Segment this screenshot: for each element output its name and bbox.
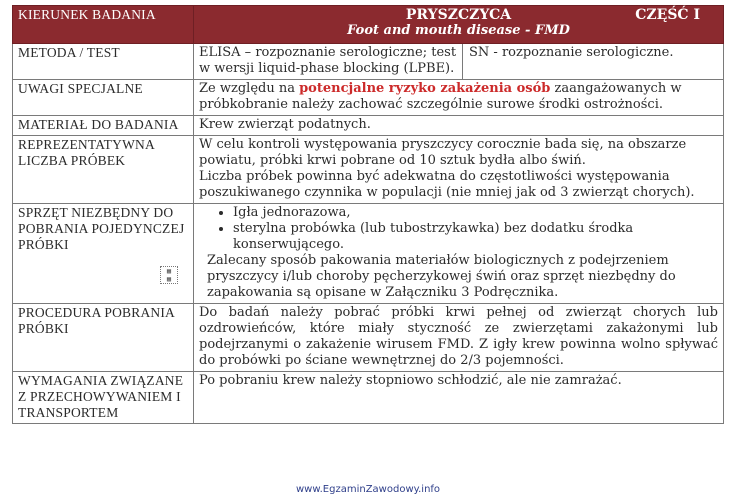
row-label: WYMAGANIA ZWIĄZANE Z PRZECHOWYWANIEM I TRANSPORTEM [13,372,194,424]
row-label: UWAGI SPECJALNE [13,80,194,116]
metoda-cell [194,44,724,80]
liczba-paragraph-1: W celu kontroli występowania pryszczycy corocznie bada się, na obszarze powiatu, próbki krwi pobrane od 10 sztuk bydła albo świń. [199,137,687,168]
watermark: www.EgzaminZawodowy.info [296,484,441,495]
uwagi-text-pre: Ze względu na [199,81,300,96]
row-label: PROCEDURA POBRANIA PRÓBKI [13,304,194,372]
row-wymagania [13,372,724,424]
row-label: METODA / TEST [13,44,194,80]
equipment-list [199,205,718,253]
metoda-col-b: SN - rozpoznanie serologiczne. [469,45,674,60]
material-cell: Krew zwierząt podatnych. [194,116,724,136]
packing-note: Zalecany sposób pakowania materiałów biologicznych z podejrzeniem pryszczycy i/lub choroby pęcherzykowej świń oraz sprzęt niezbędny do zapakowania są opisane w Załączniku 3 Podręcznika. [207,253,676,300]
header-left-cell: KIERUNEK BADANIA [13,6,194,44]
part-label: CZĘŚĆ I [635,7,700,23]
metoda-col-a: ELISA – rozpoznanie serologiczne; test w wersji liquid-phase blocking (LPBE). [194,44,463,79]
procedura-cell: Do badań należy pobrać próbki krwi pełnej od zwierząt chorych lub ozdrowieńców, które miały styczność ze zwierzętami zakażonymi lub podejrzanymi o zakażenie wirusem FMD. Z igły krew powinna wolno spływać do probówki po ściane wewnętrznej do 2/3 pojemności. [194,304,724,372]
header-title-line [199,7,718,23]
row-liczba [13,136,724,204]
uwagi-text-post: zaangażowanych w próbkobranie należy zachować szczególnie surowe środki ostrożności. [199,81,682,112]
liczba-paragraph-2: Liczba próbek powinna być adekwatna do częstotliwości występowania poszukiwanego czynnika w populacji (nie mniej jak od 3 zwierząt chorych). [199,169,695,200]
disease-title: PRYSZCZYCA [405,7,512,23]
qr-code-icon: ▦ ▦ [160,266,178,284]
row-metoda [13,44,724,80]
disease-subtitle: Foot and mouth disease - FMD [347,23,570,38]
metoda-split [194,44,723,79]
sprzet-cell [194,204,724,304]
liczba-cell [194,136,724,204]
row-label: REPREZENTATYWNA LICZBA PRÓBEK [13,136,194,204]
document-table-wrapper [12,5,724,424]
header-title-cell [194,6,724,44]
row-procedura [13,304,724,372]
row-sprzet [13,204,724,304]
wymagania-cell: Po pobraniu krew należy stopniowo schłodzić, ale nie zamrażać. [194,372,724,424]
procedure-table [12,5,724,424]
row-uwagi [13,80,724,116]
row-label: MATERIAŁ DO BADANIA [13,116,194,136]
uwagi-highlight: potencjalne ryzyko zakażenia osób [299,81,551,96]
list-item: • Igła jednorazowa, [233,205,718,221]
row-label: SPRZĘT NIEZBĘDNY DO POBRANIA POJEDYNCZEJ PRÓBKI [13,204,194,304]
row-material [13,116,724,136]
table-header-row [13,6,724,44]
list-item: • sterylna probówka (lub tubostrzykawka) bez dodatku środka konserwującego. [233,221,718,253]
uwagi-cell [194,80,724,116]
